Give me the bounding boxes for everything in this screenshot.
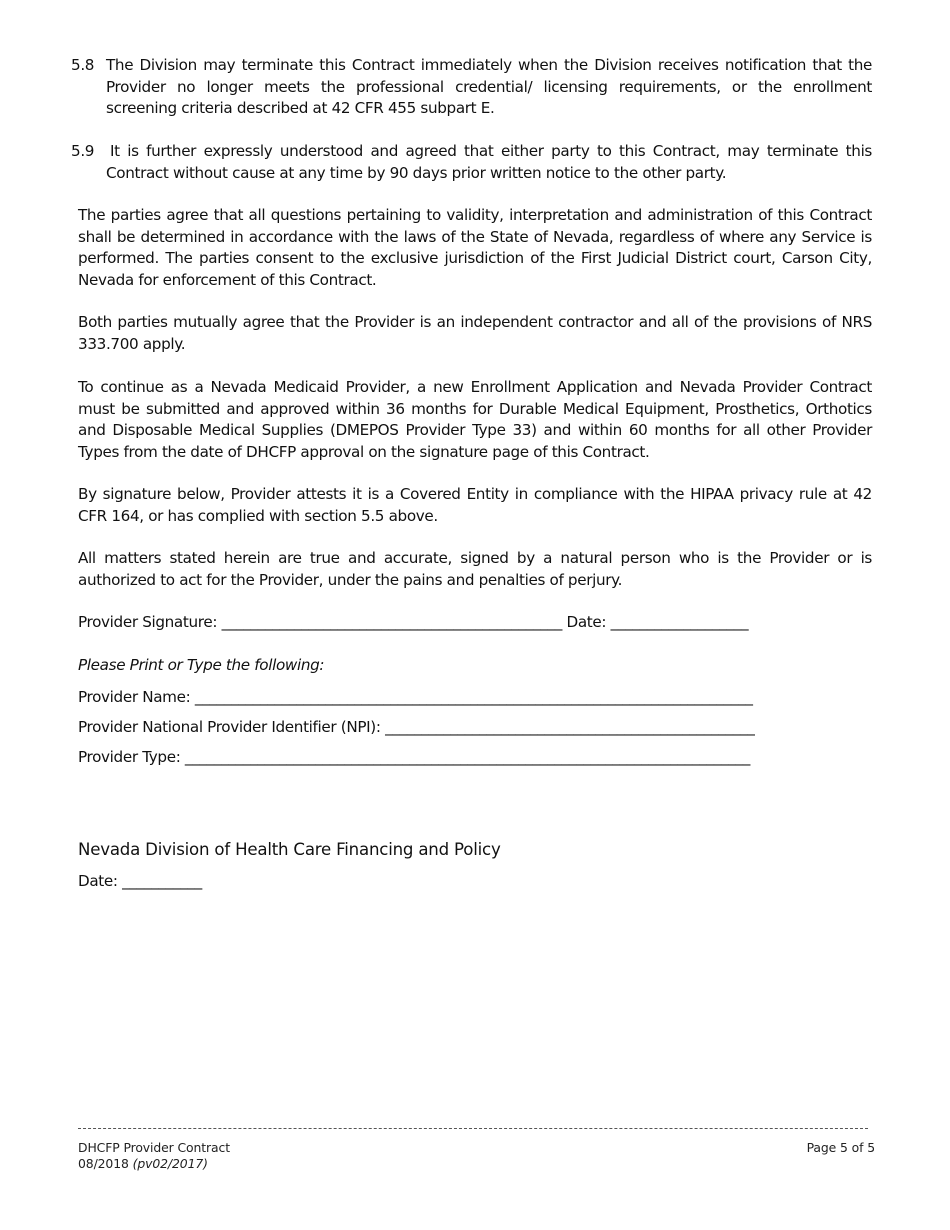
- footer-date: 08/2018: [78, 1156, 129, 1171]
- footer-divider: [78, 1128, 868, 1129]
- division-date-line[interactable]: Date: ___________: [78, 872, 202, 890]
- attestation-paragraph: All matters stated herein are true and accurate, signed by a natural person who is the Provider or is authorized to act for the Provider, under the pains and penalties of perjury.: [78, 549, 872, 589]
- jurisdiction-paragraph: The parties agree that all questions pertaining to validity, interpretation and administration of this Contract shall be determined in accordance with the laws of the State of Nevada, regardless of where any Service is performed. The parties consent to the exclusive jurisdiction of the First Judicial District court, Carson City, Nevada for enforcement of this Contract.: [78, 206, 872, 289]
- section-number: 5.9: [71, 142, 95, 160]
- provider-npi-line[interactable]: Provider National Provider Identifier (NPI): ___________________________________________________: [78, 718, 755, 736]
- provider-name-line[interactable]: Provider Name: _____________________________________________________________________________: [78, 688, 753, 706]
- footer-title: DHCFP Provider Contract: [78, 1140, 231, 1155]
- independent-contractor-paragraph: Both parties mutually agree that the Provider is an independent contractor and all of the provisions of NRS 333.700 apply.: [78, 313, 872, 353]
- provider-type-line[interactable]: Provider Type: ______________________________________________________________________________: [78, 748, 750, 766]
- section-text: It is further expressly understood and agreed that either party to this Contract, may terminate this Contract without cause at any time by 90 days prior written notice to the other party.: [106, 142, 872, 182]
- footer-revision: [78, 1156, 208, 1171]
- section-5-9: [71, 141, 872, 184]
- provider-signature-line[interactable]: Provider Signature: _______________________________________________ Date: ___________________: [78, 613, 749, 631]
- division-name: Nevada Division of Health Care Financing and Policy: [78, 840, 501, 859]
- section-number: 5.8: [71, 56, 95, 74]
- renewal-paragraph: To continue as a Nevada Medicaid Provider, a new Enrollment Application and Nevada Provider Contract must be submitted and approved within 36 months for Durable Medical Equipment, Prosthetics, Orthotics and Disposable Medical Supplies (DMEPOS Provider Type 33) and within 60 months for all other Provider Types from the date of DHCFP approval on the signature page of this Contract.: [78, 378, 872, 461]
- section-text: The Division may terminate this Contract immediately when the Division receives notification that the Provider no longer meets the professional credential/ licensing requirements, or the enrollment screening criteria described at 42 CFR 455 subpart E.: [106, 56, 872, 117]
- footer-version: (pv02/2017): [132, 1156, 208, 1171]
- print-section-heading: Please Print or Type the following:: [78, 656, 325, 674]
- hipaa-paragraph: By signature below, Provider attests it is a Covered Entity in compliance with the HIPAA privacy rule at 42 CFR 164, or has complied with section 5.5 above.: [78, 485, 872, 525]
- section-5-8: [71, 55, 872, 120]
- footer-page-number: Page 5 of 5: [806, 1140, 875, 1155]
